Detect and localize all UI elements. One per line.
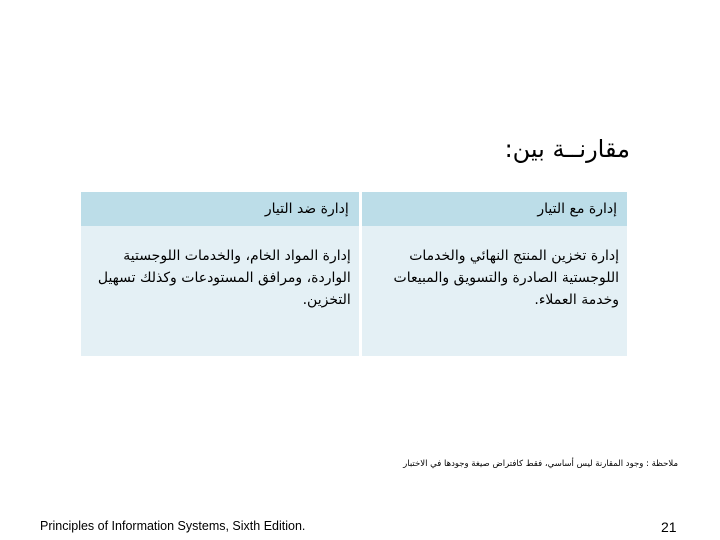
note-text: ملاحظة : وجود المقارنة ليس أساسي، فقط كافتراض صيغة وجودها في الاختبار [403, 459, 678, 469]
cell-upstream-description: إدارة تخزين المنتج النهائي والخدمات اللوجستية الصادرة والتسويق والمبيعات وخدمة العملاء. [362, 237, 627, 356]
cell-downstream-description: إدارة المواد الخام، والخدمات اللوجستية الواردة، ومرافق المستودعات وكذلك تسهيل التخزين. [81, 237, 359, 356]
page-number: 21 [661, 519, 677, 535]
comparison-table [78, 192, 630, 356]
header-upstream-management: إدارة مع التيار [362, 192, 627, 226]
header-downstream-management: إدارة ضد التيار [81, 192, 359, 226]
footer-book-title: Principles of Information Systems, Sixth Edition. [40, 519, 306, 533]
slide-title: مقارنــة بين: [504, 135, 630, 163]
